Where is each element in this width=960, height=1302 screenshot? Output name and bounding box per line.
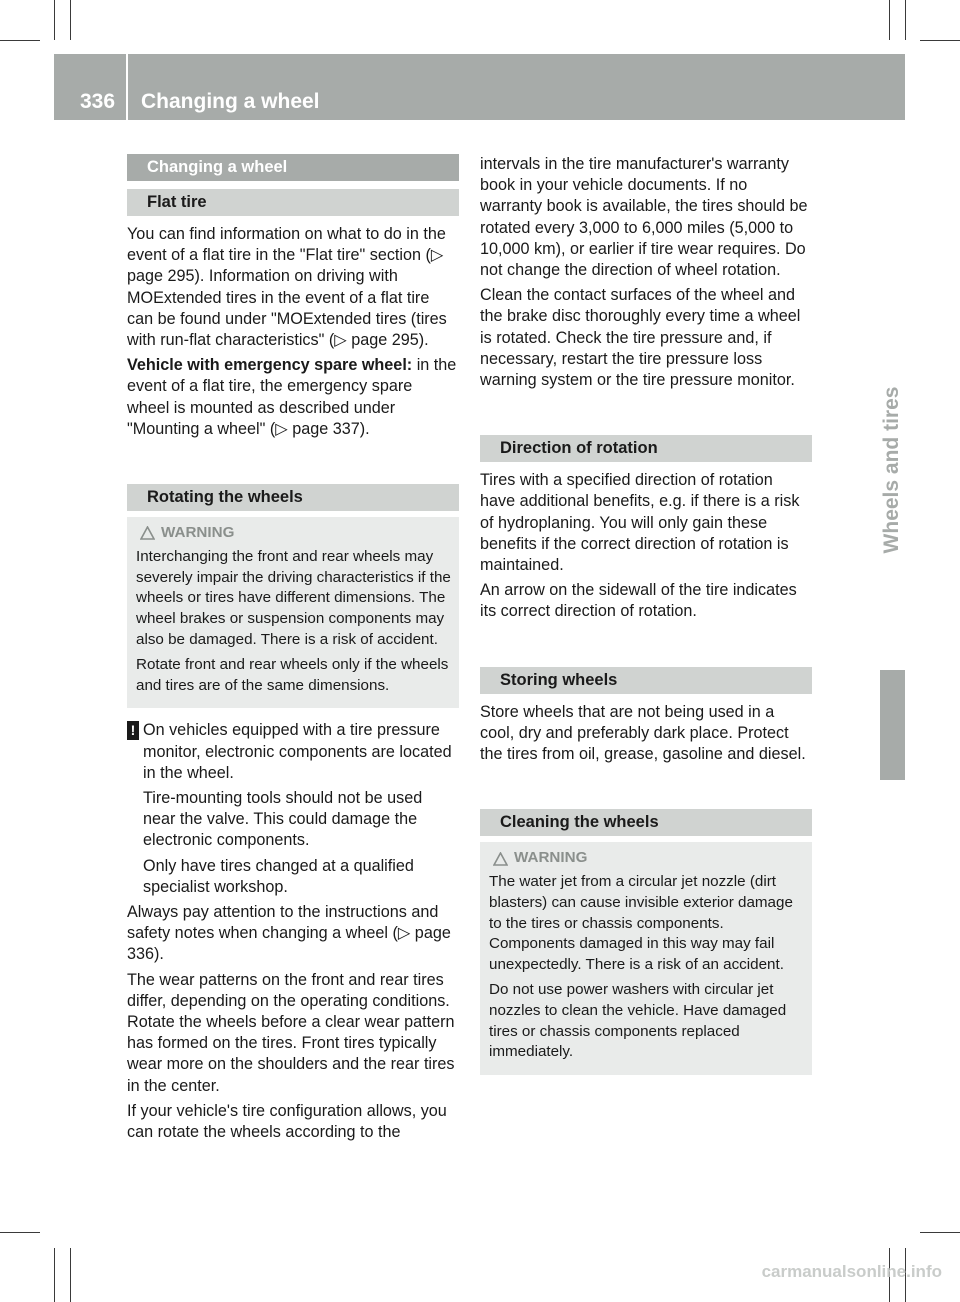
warning-triangle-icon	[493, 852, 508, 866]
subsection-heading-rotating: Rotating the wheels	[127, 484, 459, 511]
body-paragraph: The wear patterns on the front and rear tires differ, depending on the operating conditions. Rotate the wheels before a clear wear pattern has formed on the tires. Front tires typically wear more on the shoulders and the rear tires in the center.	[127, 970, 455, 1095]
crop-mark	[54, 1248, 55, 1302]
right-column	[480, 154, 812, 1087]
body-paragraph: Always pay attention to the instructions and safety notes when changing a wheel (▷ page 336).	[127, 903, 451, 964]
subsection-heading-flat-tire: Flat tire	[127, 189, 459, 216]
crop-mark	[889, 0, 890, 40]
warning-box	[480, 842, 812, 1075]
warning-text: The water jet from a circular jet nozzle (dirt blasters) can cause invisible exterior damage to the tires or chassis components. Components damaged in this way may fail unexpectedly. There is a risk of an accident.	[489, 873, 793, 974]
subsection-heading-cleaning: Cleaning the wheels	[480, 809, 812, 836]
section-heading: Changing a wheel	[127, 154, 459, 181]
spare-wheel-paragraph	[127, 355, 459, 440]
body-paragraph: Store wheels that are not being used in a cool, dry and preferably dark place. Protect the tires from oil, grease, gasoline and diesel.	[480, 702, 806, 764]
warning-triangle-icon	[140, 526, 155, 540]
crop-mark	[905, 0, 906, 40]
warning-label: WARNING	[514, 849, 588, 867]
flat-tire-paragraph: You can find information on what to do in the event of a flat tire in the "Flat tire" section (▷ page 295). Information on driving with MOExtended tires in the event of a flat tire can be found under "MOExtended tires (tires with run-flat characteristics" (▷ page 295).	[127, 225, 447, 350]
warning-label: WARNING	[161, 524, 235, 542]
crop-mark	[920, 40, 960, 41]
left-column	[127, 154, 459, 1147]
crop-mark	[0, 1232, 40, 1233]
page-number: 336	[80, 90, 116, 113]
warning-text: Do not use power washers with circular jet nozzles to clean the vehicle. Have damaged tires or chassis components replaced immediately.	[489, 981, 787, 1061]
body-paragraph: If your vehicle's tire configuration allows, you can rotate the wheels according to the	[127, 1101, 447, 1142]
body-paragraph: Clean the contact surfaces of the wheel and the brake disc thoroughly every time a wheel is rotated. Check the tire pressure and, if necessary, restart the tire pressure loss warning system or the tire pressure monitor.	[480, 286, 801, 390]
note-text: Tire-mounting tools should not be used near the valve. This could damage the electronic components.	[143, 789, 423, 850]
exclamation-icon: !	[127, 721, 139, 740]
chapter-label: Wheels and tires	[880, 386, 903, 554]
crop-mark	[54, 0, 55, 40]
body-paragraph: An arrow on the sidewall of the tire indicates its correct direction of rotation.	[480, 581, 797, 621]
subsection-heading-storing: Storing wheels	[480, 667, 812, 694]
chapter-tab	[880, 670, 905, 780]
spare-wheel-lead: Vehicle with emergency spare wheel:	[127, 356, 413, 375]
subsection-heading-direction: Direction of rotation	[480, 435, 812, 462]
crop-mark	[0, 40, 40, 41]
note-text: Only have tires changed at a qualified specialist workshop.	[143, 856, 414, 896]
warning-text: Rotate front and rear wheels only if the wheels and tires are of the same dimensions.	[136, 655, 449, 694]
spare-wheel-text: in the event of a flat tire, the emergency spare wheel is mounted as described under "Mounting a wheel" (▷ page 337).	[127, 356, 457, 438]
page-title: Changing a wheel	[141, 90, 320, 113]
warning-title	[136, 523, 451, 544]
warning-title	[489, 848, 804, 869]
crop-mark	[70, 1248, 71, 1302]
note-text: On vehicles equipped with a tire pressure monitor, electronic components are located in the wheel.	[143, 721, 452, 782]
header-divider	[126, 54, 128, 120]
warning-text: Interchanging the front and rear wheels may severely impair the driving characteristics if the wheels or tires have different dimensions. The wheel brakes or suspension components may also be damaged. There is a risk of accident.	[136, 547, 451, 649]
warning-box	[127, 517, 459, 708]
watermark: carmanualsonline.info	[761, 1262, 942, 1281]
crop-mark	[70, 0, 71, 40]
note	[127, 720, 459, 788]
body-paragraph: Tires with a specified direction of rotation have additional benefits, e.g. if there is a risk of hydroplaning. You will only gain these benefits if the correct direction of rotation is maintained.	[480, 471, 800, 575]
body-paragraph: intervals in the tire manufacturer's warranty book in your vehicle documents. If no warranty book is available, the tires should be rotated every 3,000 to 6,000 miles (5,000 to 10,000 km), or earlier if tire wear requires. Do not change the direction of wheel rotation.	[480, 155, 808, 280]
crop-mark	[920, 1232, 960, 1233]
